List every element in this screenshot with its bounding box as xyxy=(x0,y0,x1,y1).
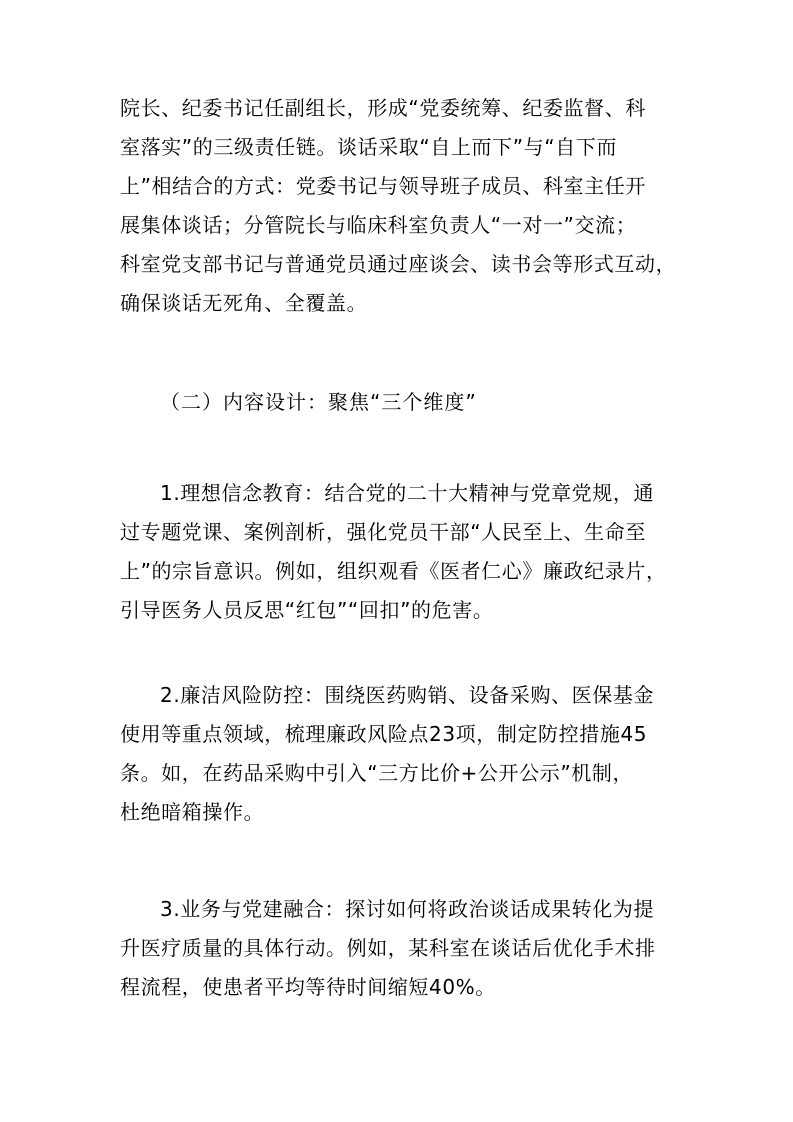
text-line: 室落实”的三级责任链。谈话采取“自上而下”与“自下而 xyxy=(120,135,618,159)
text-line: 确保谈话无死角、全覆盖。 xyxy=(120,291,368,315)
text-line: 升医疗质量的具体行动。例如，某科室在谈话后优化手术排 xyxy=(120,936,656,960)
text-line: 上”相结合的方式：党委书记与领导班子成员、科室主任开 xyxy=(120,174,646,198)
section-heading xyxy=(160,383,720,422)
text-line: 上”的宗旨意识。例如，组织观看《医者仁心》廉政纪录片， xyxy=(120,559,667,583)
paragraph-item-3 xyxy=(120,890,680,1007)
paragraph-item-2 xyxy=(120,676,680,832)
text-line: 展集体谈话；分管院长与临床科室负责人“一对一”交流； xyxy=(120,213,637,237)
text-line: 引导医务人员反思“红包”“回扣”的危害。 xyxy=(120,598,494,622)
text-line: 程流程，使患者平均等待时间缩短40%。 xyxy=(120,975,496,999)
text-line: 杜绝暗箱操作。 xyxy=(120,800,265,824)
text-line: 科室党支部书记与普通党员通过座谈会、读书会等形式互动， xyxy=(120,252,677,276)
text-line: 院长、纪委书记任副组长，形成“党委统筹、纪委监督、科 xyxy=(120,96,646,120)
text-line: 条。如，在药品采购中引入“三方比价+公开公示”机制， xyxy=(120,761,634,785)
heading-text: （二）内容设计：聚焦“三个维度” xyxy=(160,390,477,414)
text-line: 过专题党课、案例剖析，强化党员干部“人民至上、生命至 xyxy=(120,520,646,544)
paragraph-responsibility-chain xyxy=(120,89,680,323)
text-line: 1.理想信念教育：结合党的二十大精神与党章党规，通 xyxy=(160,481,655,505)
text-line: 使用等重点领域，梳理廉政风险点23项，制定防控措施45 xyxy=(120,722,648,746)
paragraph-item-1 xyxy=(120,474,680,630)
text-line: 2.廉洁风险防控：围绕医药购销、设备采购、医保基金 xyxy=(160,683,655,707)
text-line: 3.业务与党建融合：探讨如何将政治谈话成果转化为提 xyxy=(160,897,655,921)
